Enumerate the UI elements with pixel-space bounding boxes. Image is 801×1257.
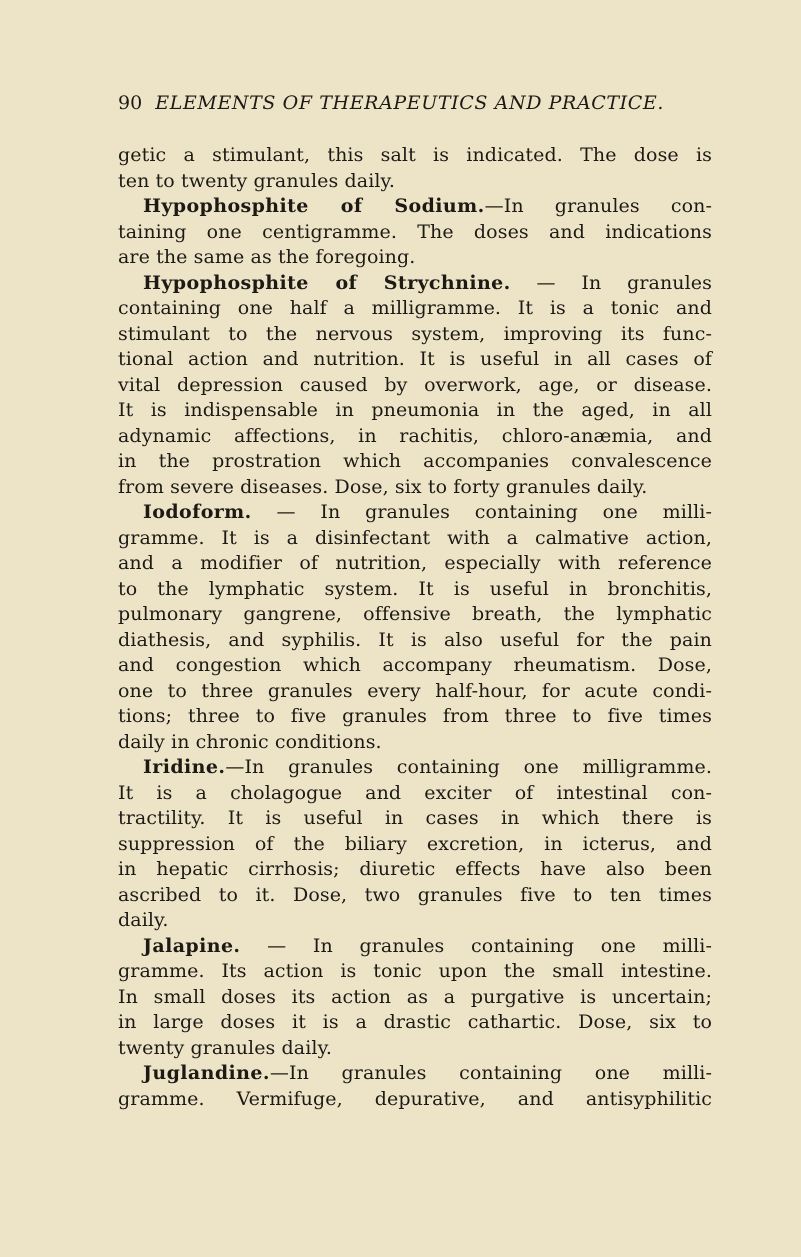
entry-heading: Hypophosphite of Sodium.	[143, 195, 485, 217]
text-line	[118, 551, 712, 577]
line-text: — In granules	[510, 271, 712, 294]
text-line	[118, 424, 712, 450]
text-line	[118, 449, 712, 475]
text-line	[118, 322, 712, 348]
text-line	[118, 602, 712, 628]
text-line	[118, 143, 712, 169]
text-line	[118, 220, 712, 246]
entry-heading: Hypophosphite of Strychnine.	[143, 271, 511, 294]
line-text: diathesis, and syphilis. It is also useful for the pain	[118, 628, 712, 651]
entry-heading: Iridine.	[143, 756, 226, 778]
body-text	[118, 143, 712, 1112]
entry-first-line	[118, 271, 712, 297]
line-text: pulmonary gangrene, offensive breath, the lymphatic	[118, 603, 712, 625]
entry-first-line	[118, 500, 712, 526]
line-text: —In granules con-	[484, 195, 712, 217]
entry-heading: Juglandine.	[143, 1062, 270, 1084]
line-text: containing one half a milligramme. It is a tonic and	[118, 297, 712, 319]
text-line	[118, 985, 712, 1011]
line-text: getic a stimulant, this salt is indicated. The dose is	[118, 144, 712, 166]
line-text: adynamic affections, in rachitis, chloro-anæmia, and	[118, 424, 712, 447]
line-text: —In granules containing one milli-	[269, 1062, 712, 1084]
line-text: and congestion which accompany rheumatism. Dose,	[118, 654, 712, 676]
line-text: tional action and nutrition. It is useful in all cases of	[118, 348, 712, 370]
text-line	[118, 628, 712, 654]
entry-first-line	[118, 1061, 712, 1087]
text-line	[118, 806, 712, 832]
text-line	[118, 526, 712, 552]
line-text: ascribed to it. Dose, two granules five to ten times	[118, 883, 712, 906]
line-text: are the same as the foregoing.	[118, 246, 416, 268]
entry-heading: Iodoform.	[143, 501, 252, 523]
text-line	[118, 373, 712, 399]
line-text: in the prostration which accompanies convalescence	[118, 450, 712, 472]
line-text: to the lymphatic system. It is useful in bronchitis,	[118, 577, 712, 600]
text-line	[118, 347, 712, 373]
text-line	[118, 475, 712, 501]
line-text: It is indispensable in pneumonia in the aged, in all	[118, 399, 712, 421]
line-text: ten to twenty granules daily.	[118, 169, 396, 192]
text-line	[118, 883, 712, 909]
line-text: suppression of the biliary excretion, in icterus, and	[118, 832, 712, 855]
line-text: In small doses its action as a purgative is uncertain;	[118, 985, 712, 1008]
line-text: It is a cholagogue and exciter of intestinal con-	[118, 781, 712, 804]
entry-first-line	[118, 755, 712, 781]
text-line	[118, 577, 712, 603]
text-line	[118, 296, 712, 322]
running-header	[118, 92, 718, 114]
entry-first-line	[118, 934, 712, 960]
text-line	[118, 781, 712, 807]
text-line	[118, 730, 712, 756]
line-text: —In granules containing one milligramme.	[225, 756, 712, 778]
line-text: stimulant to the nervous system, improving its func-	[118, 322, 712, 345]
line-text: gramme. Vermifuge, depurative, and antisyphilitic	[118, 1087, 712, 1110]
line-text: and a modifier of nutrition, especially with reference	[118, 552, 712, 574]
line-text: vital depression caused by overwork, age, or disease.	[118, 373, 712, 396]
line-text: twenty granules daily.	[118, 1036, 333, 1059]
text-line	[118, 959, 712, 985]
line-text: — In granules containing one milli-	[251, 501, 712, 523]
text-line	[118, 1087, 712, 1113]
text-line	[118, 1010, 712, 1036]
entry-heading: Jalapine.	[143, 934, 241, 957]
text-line	[118, 169, 712, 195]
line-text: one to three granules every half-hour, for acute condi-	[118, 679, 712, 702]
line-text: daily.	[118, 909, 169, 931]
text-line	[118, 1036, 712, 1062]
text-line	[118, 245, 712, 271]
text-line	[118, 653, 712, 679]
text-line	[118, 908, 712, 934]
line-text: from severe diseases. Dose, six to forty granules daily.	[118, 475, 648, 498]
line-text: in large doses it is a drastic cathartic. Dose, six to	[118, 1011, 712, 1033]
line-text: — In granules containing one milli-	[240, 934, 712, 957]
line-text: tions; three to five granules from three to five times	[118, 705, 712, 727]
page-number: 90	[118, 92, 143, 114]
line-text: gramme. It is a disinfectant with a calmative action,	[118, 526, 712, 549]
text-line	[118, 704, 712, 730]
text-line	[118, 832, 712, 858]
entry-first-line	[118, 194, 712, 220]
line-text: in hepatic cirrhosis; diuretic effects have also been	[118, 858, 712, 880]
line-text: taining one centigramme. The doses and indications	[118, 220, 712, 243]
line-text: tractility. It is useful in cases in which there is	[118, 807, 712, 829]
text-line	[118, 679, 712, 705]
line-text: daily in chronic conditions.	[118, 730, 382, 753]
line-text: gramme. Its action is tonic upon the small intestine.	[118, 960, 712, 982]
text-line	[118, 398, 712, 424]
running-title: ELEMENTS OF THERAPEUTICS AND PRACTICE.	[155, 92, 665, 114]
text-line	[118, 857, 712, 883]
